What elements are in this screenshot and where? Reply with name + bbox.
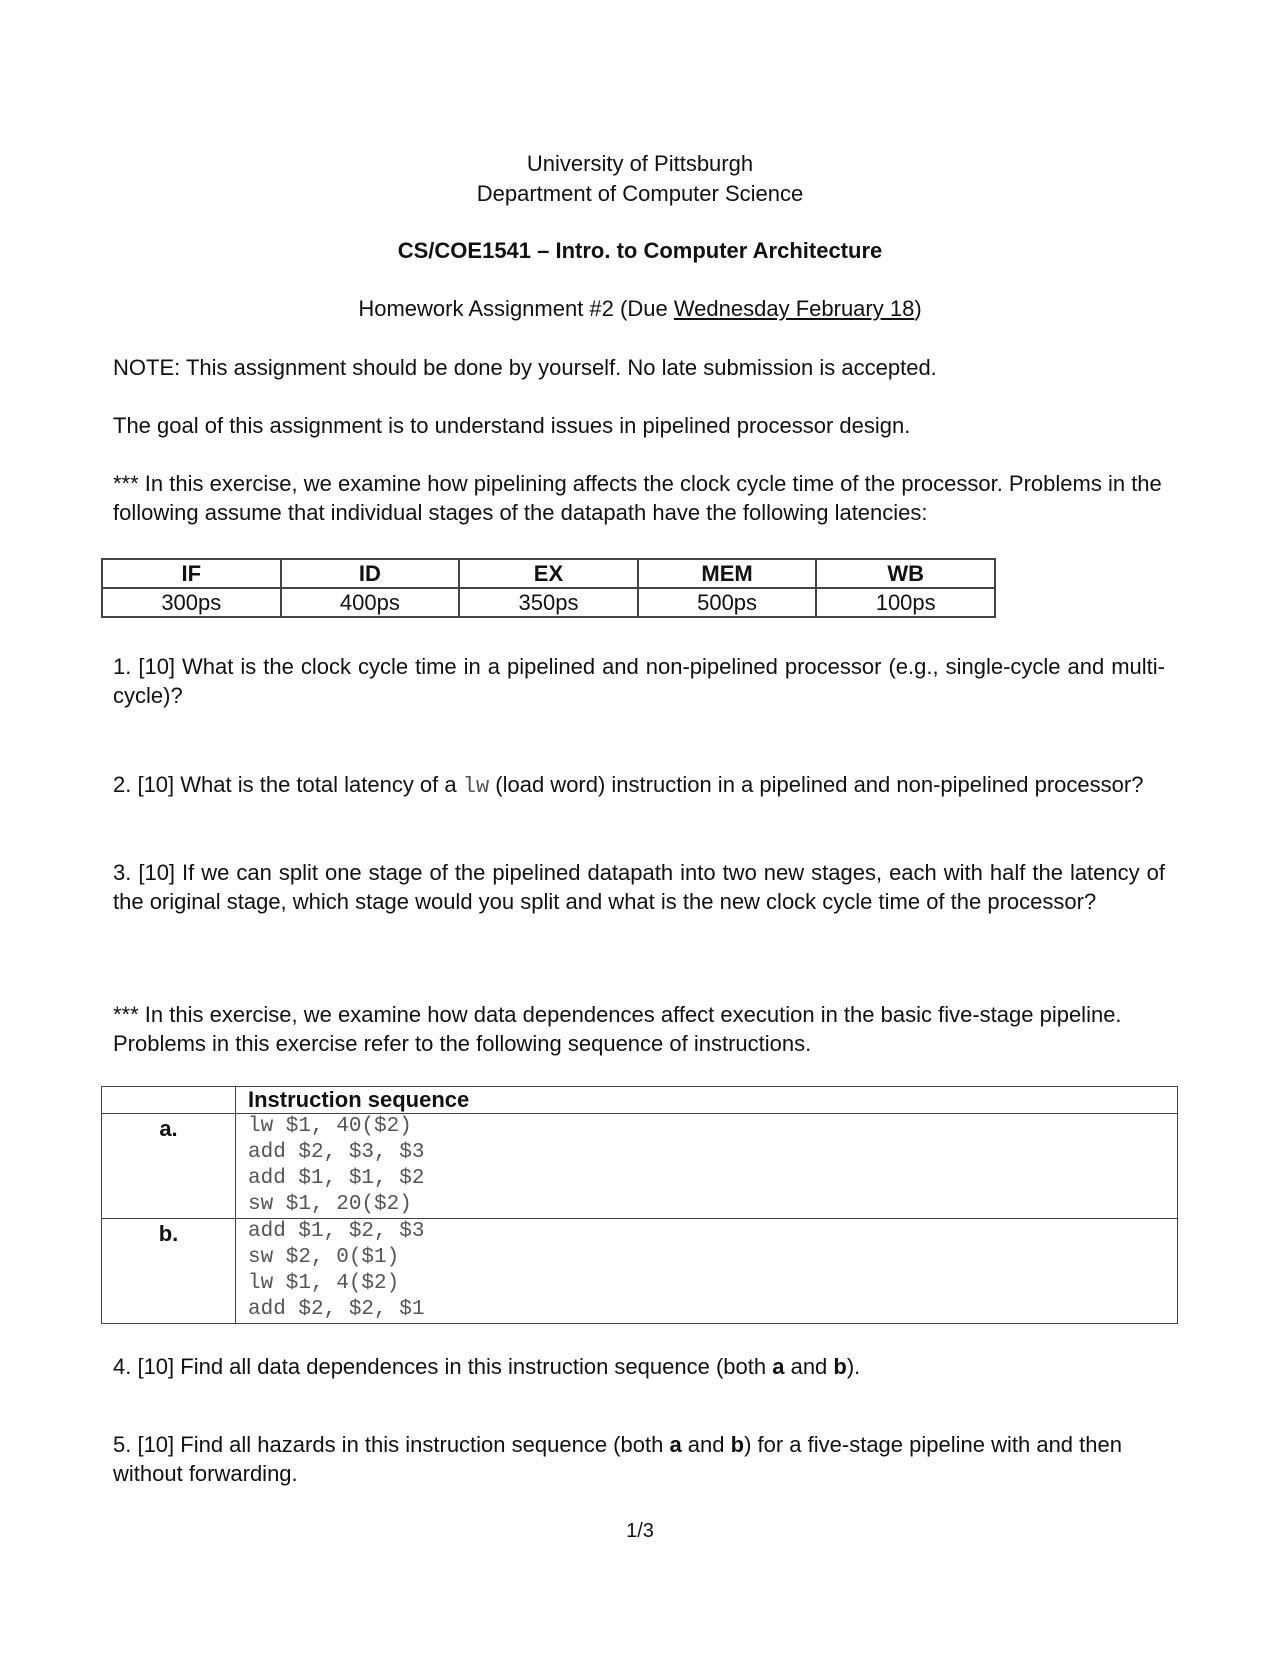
instruction-header-row (102, 1087, 1178, 1114)
question-5 (113, 1430, 1165, 1488)
instruction-line: add $2, $2, $1 (248, 1298, 425, 1321)
lw-code: lw (462, 774, 490, 799)
instruction-code-a (236, 1114, 1178, 1219)
question-1: 1. [10] What is the clock cycle time in a pipelined and non-pipelined processor (e.g., single-cycle and multi-cycle)? (113, 654, 1165, 708)
latency-value-cell: 400ps (281, 588, 460, 617)
instruction-line: add $1, $2, $3 (248, 1220, 425, 1243)
question-4-b: b (833, 1354, 847, 1379)
course-title: CS/COE1541 – Intro. to Computer Architecture (397, 238, 883, 263)
latency-table (101, 558, 996, 618)
instruction-line: lw $1, 40($2) (248, 1115, 412, 1138)
goal-text: The goal of this assignment is to understand issues in pipelined processor design. (113, 413, 911, 438)
question-5-suffix: ) for a five-stage pipeline with and then without forwarding. (113, 1432, 1122, 1486)
assignment-title (0, 294, 1280, 324)
question-3: 3. [10] If we can split one stage of the pipelined datapath into two new stages, each with half the latency of the original stage, which stage would you split and what is the new clock cycle time of the processor? (113, 860, 1165, 914)
question-5-a: a (669, 1432, 682, 1457)
latency-header-row (102, 559, 995, 588)
question-5-prefix: 5. [10] Find all hazards in this instruction sequence (both (113, 1432, 670, 1457)
question-4-prefix: 4. [10] Find all data dependences in this instruction sequence (both (113, 1354, 773, 1379)
note-text: NOTE: This assignment should be done by yourself. No late submission is accepted. (113, 355, 937, 380)
instruction-line: sw $1, 20($2) (248, 1193, 412, 1216)
instruction-line: sw $2, 0($1) (248, 1246, 400, 1269)
instruction-line: add $1, $1, $2 (248, 1167, 425, 1190)
question-4-suffix: ). (846, 1354, 861, 1379)
instruction-header: Instruction sequence (236, 1087, 1178, 1114)
assignment-suffix: ) (914, 296, 922, 321)
assignment-prefix: Homework Assignment #2 (Due (358, 296, 674, 321)
question-4-mid: and (784, 1354, 834, 1379)
question-2 (113, 770, 1165, 801)
latency-header-cell: MEM (638, 559, 817, 588)
question-4-a: a (772, 1354, 785, 1379)
instruction-line: lw $1, 4($2) (248, 1272, 400, 1295)
instruction-code-b (236, 1219, 1178, 1324)
question-2-suffix: (load word) instruction in a pipelined and non-pipelined processor? (489, 772, 1144, 797)
section1-intro: *** In this exercise, we examine how pipelining affects the clock cycle time of the processor. Problems in the following assume that individual stages of the datapath have the following latencies: (113, 471, 1162, 525)
row-label-b: b. (102, 1219, 236, 1324)
latency-header-cell: EX (459, 559, 638, 588)
university-name: University of Pittsburgh (526, 151, 754, 176)
latency-value-cell: 300ps (102, 588, 281, 617)
question-2-prefix: 2. [10] What is the total latency of a (113, 772, 463, 797)
instruction-table (101, 1086, 1178, 1324)
department-name: Department of Computer Science (476, 181, 804, 206)
latency-value-row (102, 588, 995, 617)
due-date: Wednesday February 18 (673, 296, 915, 321)
latency-value-cell: 100ps (816, 588, 995, 617)
question-5-b: b (730, 1432, 745, 1457)
instruction-header-blank (102, 1087, 236, 1114)
latency-header-cell: ID (281, 559, 460, 588)
section2-intro: *** In this exercise, we examine how data dependences affect execution in the basic five-stage pipeline. Problems in this exercise refer to the following sequence of instructions. (113, 1002, 1122, 1056)
instruction-row-a (102, 1114, 1178, 1219)
latency-header-cell: WB (816, 559, 995, 588)
page-number: 1/3 (626, 1520, 654, 1542)
row-label-a: a. (102, 1114, 236, 1219)
question-4 (113, 1352, 1165, 1381)
instruction-line: add $2, $3, $3 (248, 1141, 425, 1164)
latency-value-cell: 350ps (459, 588, 638, 617)
instruction-row-b (102, 1219, 1178, 1324)
question-5-mid: and (681, 1432, 731, 1457)
latency-header-cell: IF (102, 559, 281, 588)
latency-value-cell: 500ps (638, 588, 817, 617)
